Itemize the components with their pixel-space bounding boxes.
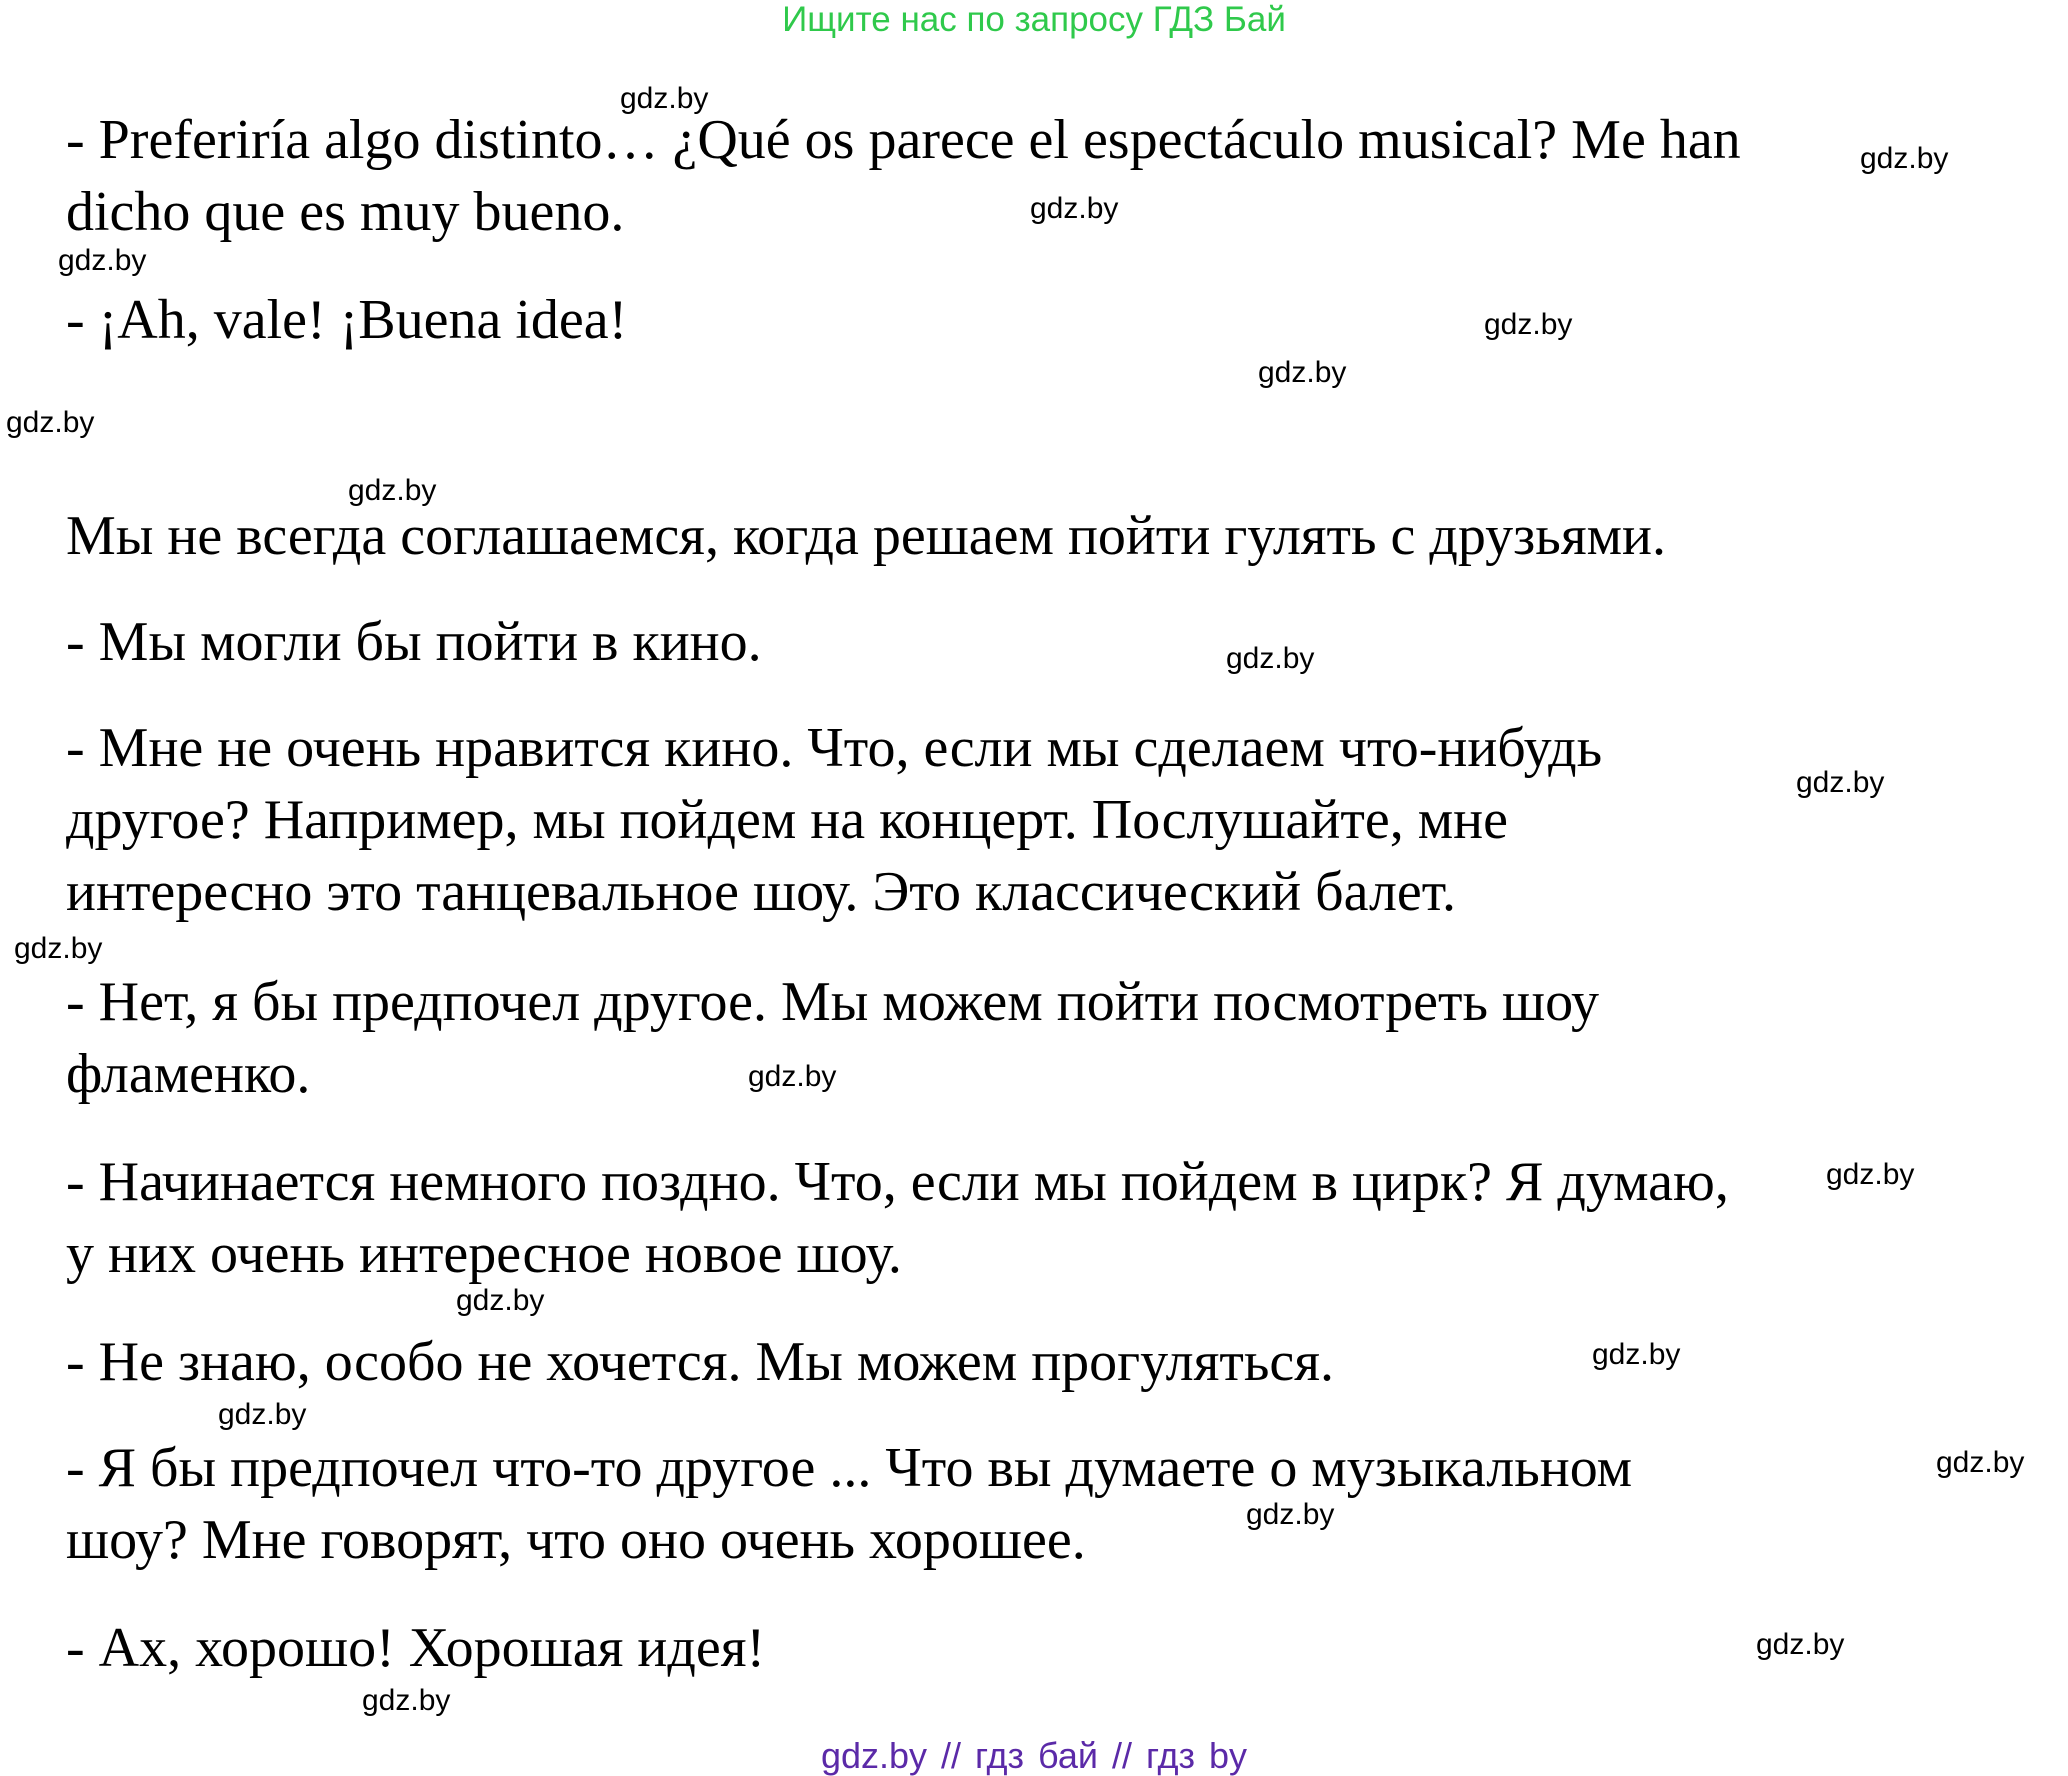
watermark: gdz.by (218, 1398, 307, 1431)
translation-intro: Мы не всегда соглашаемся, когда решаем пойти гулять с друзьями. (66, 505, 1666, 567)
dialogue-line: - ¡Ah, vale! ¡Buena idea! (66, 289, 628, 351)
footer-links: gdz.by // гдз бай // гдз by (820, 1735, 1248, 1776)
watermark: gdz.by (1592, 1338, 1681, 1371)
watermark: gdz.by (620, 82, 709, 115)
dialogue-line: - Не знаю, особо не хочется. Мы можем прогуляться. (66, 1331, 1335, 1393)
watermark: gdz.by (362, 1684, 451, 1717)
watermark: gdz.by (1484, 308, 1573, 341)
dialogue-line: - Мне не очень нравится кино. Что, если мы сделаем что-нибудь (66, 717, 1603, 779)
watermark: gdz.by (1936, 1446, 2025, 1479)
dialogue-line: - Preferiría algo distinto… ¿Qué os parece el espectáculo musical? Me han (66, 109, 1741, 171)
watermark: gdz.by (348, 474, 437, 507)
translation-line-5 (66, 1326, 1334, 1398)
dialogue-es-line-2 (66, 284, 627, 356)
watermark: gdz.by (1030, 192, 1119, 225)
translation-line-6 (66, 1432, 1632, 1576)
dialogue-line: другое? Например, мы пойдем на концерт. Послушайте, мне (66, 789, 1508, 851)
dialogue-line: - Я бы предпочел что-то другое ... Что вы думаете о музыкальном (66, 1437, 1633, 1499)
dialogue-line: - Нет, я бы предпочел другое. Мы можем пойти посмотреть шоу (66, 971, 1600, 1033)
translation-line-1 (66, 606, 762, 678)
watermark: gdz.by (6, 406, 95, 439)
dialogue-line: фламенко. (66, 1043, 311, 1105)
watermark: gdz.by (1258, 356, 1347, 389)
dialogue-line: - Мы могли бы пойти в кино. (66, 611, 762, 673)
watermark: gdz.by (1246, 1498, 1335, 1531)
dialogue-line: - Ах, хорошо! Хорошая идея! (66, 1617, 766, 1679)
watermark: gdz.by (1756, 1628, 1845, 1661)
dialogue-line: dicho que es muy bueno. (66, 181, 625, 243)
dialogue-line: интересно это танцевальное шоу. Это классический балет. (66, 861, 1457, 923)
watermark: gdz.by (1226, 642, 1315, 675)
dialogue-line: - Начинается немного поздно. Что, если мы пойдем в цирк? Я думаю, (66, 1151, 1729, 1213)
watermark: gdz.by (58, 244, 147, 277)
dialogue-es-line-1 (66, 104, 1741, 248)
watermark: gdz.by (456, 1284, 545, 1317)
watermark: gdz.by (1796, 766, 1885, 799)
translation-line-2 (66, 712, 1602, 928)
translation-line-7 (66, 1612, 765, 1684)
watermark: gdz.by (14, 932, 103, 965)
translation-line-4 (66, 1146, 1729, 1290)
search-banner: Ищите нас по запросу ГДЗ Бай (782, 0, 1286, 39)
watermark: gdz.by (1860, 142, 1949, 175)
watermark: gdz.by (748, 1060, 837, 1093)
dialogue-line: шоу? Мне говорят, что оно очень хорошее. (66, 1509, 1086, 1571)
watermark: gdz.by (1826, 1158, 1915, 1191)
dialogue-line: у них очень интересное новое шоу. (66, 1223, 902, 1285)
